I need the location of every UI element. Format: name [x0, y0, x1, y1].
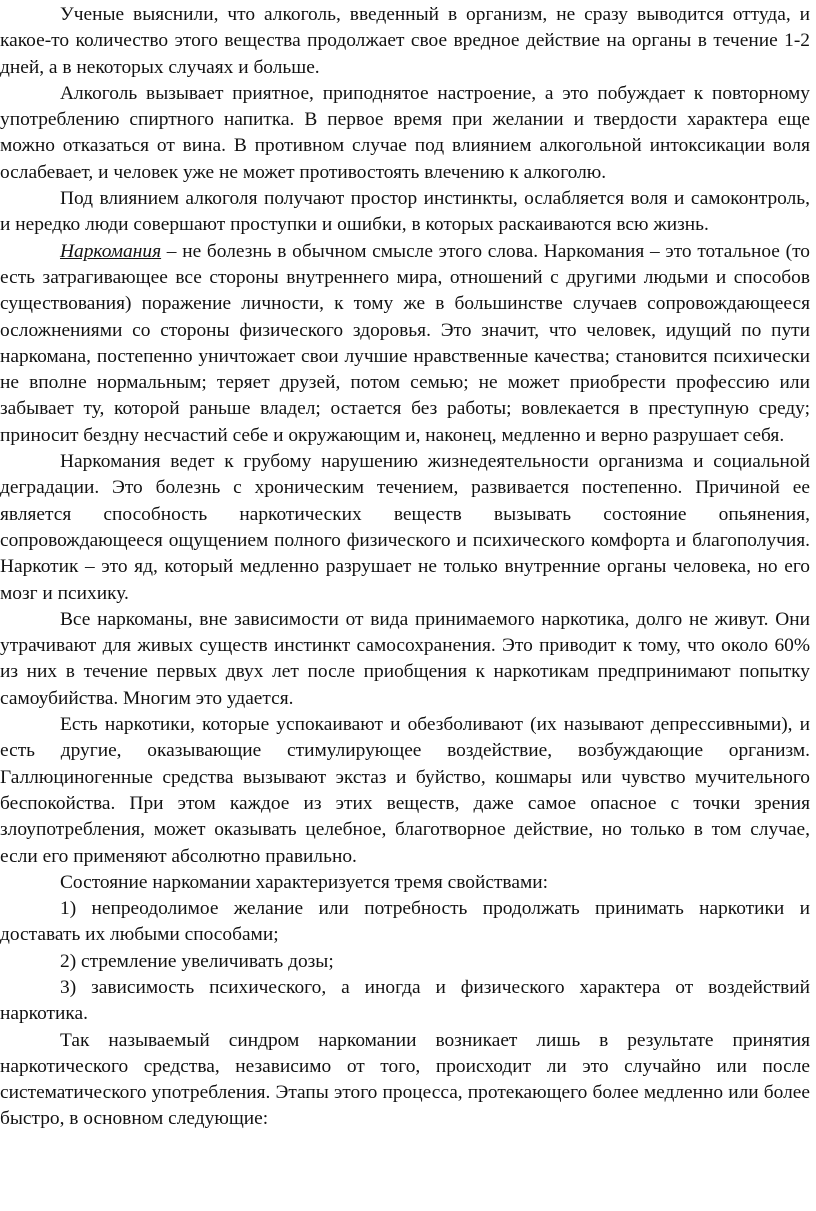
addiction-definition-text: – не болезнь в обычном смысле этого слова. Наркомания – это тотальное (то есть затрагивающее все стороны внутреннего мира, отношений с другими людьми и способов существования) поражение личности, к тому же в большинстве случаев сопровождающееся осложнениями со стороны физического здоровья. Это значит, что человек, идущий по пути наркомана, постепенно уничтожает свои лучшие нравственные качества; становится психически не вполне нормальным; теряет друзей, потом семью; не может приобрести профессию или забывает ту, которой раньше владел; остается без работы; вовлекается в преступную среду; приносит бездну несчастий себе и окружающим и, наконец, медленно и верно разрушает себя.: [0, 240, 810, 446]
paragraph-alcohol-instincts: Под влиянием алкоголя получают простор инстинкты, ослабляется воля и самоконтроль, и нередко люди совершают проступки и ошибки, в которых раскаиваются всю жизнь.: [0, 188, 810, 236]
paragraph-addiction-syndrome: Так называемый синдром наркомании возникает лишь в результате принятия наркотического средства, независимо от того, происходит ли это случайно или после систематического употребления. Этапы этого процесса, протекающего более медленно или более быстро, в основном следующие:: [0, 1029, 810, 1130]
list-item-dependence: 3) зависимость психического, а иногда и физического характера от воздействий наркотика.: [0, 976, 810, 1025]
paragraph-alcohol-retention: Ученые выяснили, что алкоголь, введенный в организм, не сразу выводится оттуда, и какое-то количество этого вещества продолжает свое вредное действие на органы в течение 1-2 дней, а в некоторых случаях и больше.: [0, 4, 810, 78]
paragraph-addiction-definition: [0, 239, 810, 449]
list-item-craving: 1) непреодолимое желание или потребность продолжать принимать наркотики и доставать их любыми способами;: [0, 898, 810, 946]
paragraph-addiction-properties: Состояние наркомании характеризуется тремя свойствами:: [60, 871, 548, 893]
paragraph-drug-types: Есть наркотики, которые успокаивают и обезболивают (их называют депрессивными), и есть другие, оказывающие стимулирующее воздействие, возбуждающие организм. Галлюциногенные средства вызывают экстаз и буйство, кошмары или чувство мучительного беспокойства. При этом каждое из этих веществ, даже самое опасное с точки зрения злоупотребления, может оказывать целебное, благотворное действие, но только в том случае, если его применяют абсолютно правильно.: [0, 714, 810, 867]
paragraph-addiction-degradation: Наркомания ведет к грубому нарушению жизнедеятельности организма и социальной деградации. Это болезнь с хроническим течением, развивается постепенно. Причиной ее является способность наркотических веществ вызывать состояние опьянения, сопровождающееся ощущением полного физического и психического комфорта и благополучия. Наркотик – это яд, который медленно разрушает не только внутренние органы человека, но его мозг и психику.: [0, 451, 810, 604]
term-narkomaniya: Наркомания: [60, 240, 162, 262]
paragraph-addicts-lifespan: Все наркоманы, вне зависимости от вида принимаемого наркотика, долго не живут. Они утрачивают для живых существ инстинкт самосохранения. Это приводит к тому, что около 60% из них в течение первых двух лет после приобщения к наркотикам предпринимают попытку самоубийства. Многим это удается.: [0, 608, 810, 709]
paragraph-alcohol-mood: Алкоголь вызывает приятное, приподнятое настроение, а это побуждает к повторному употреблению спиртного напитка. В первое время при желании и твердости характера еще можно отказаться от вина. В противном случае под влиянием алкогольной интоксикации воля ослабевает, и человек уже не может противостоять влечению к алкоголю.: [0, 82, 810, 183]
list-item-dose-increase: 2) стремление увеличивать дозы;: [60, 950, 334, 972]
document-body: [0, 2, 810, 1133]
